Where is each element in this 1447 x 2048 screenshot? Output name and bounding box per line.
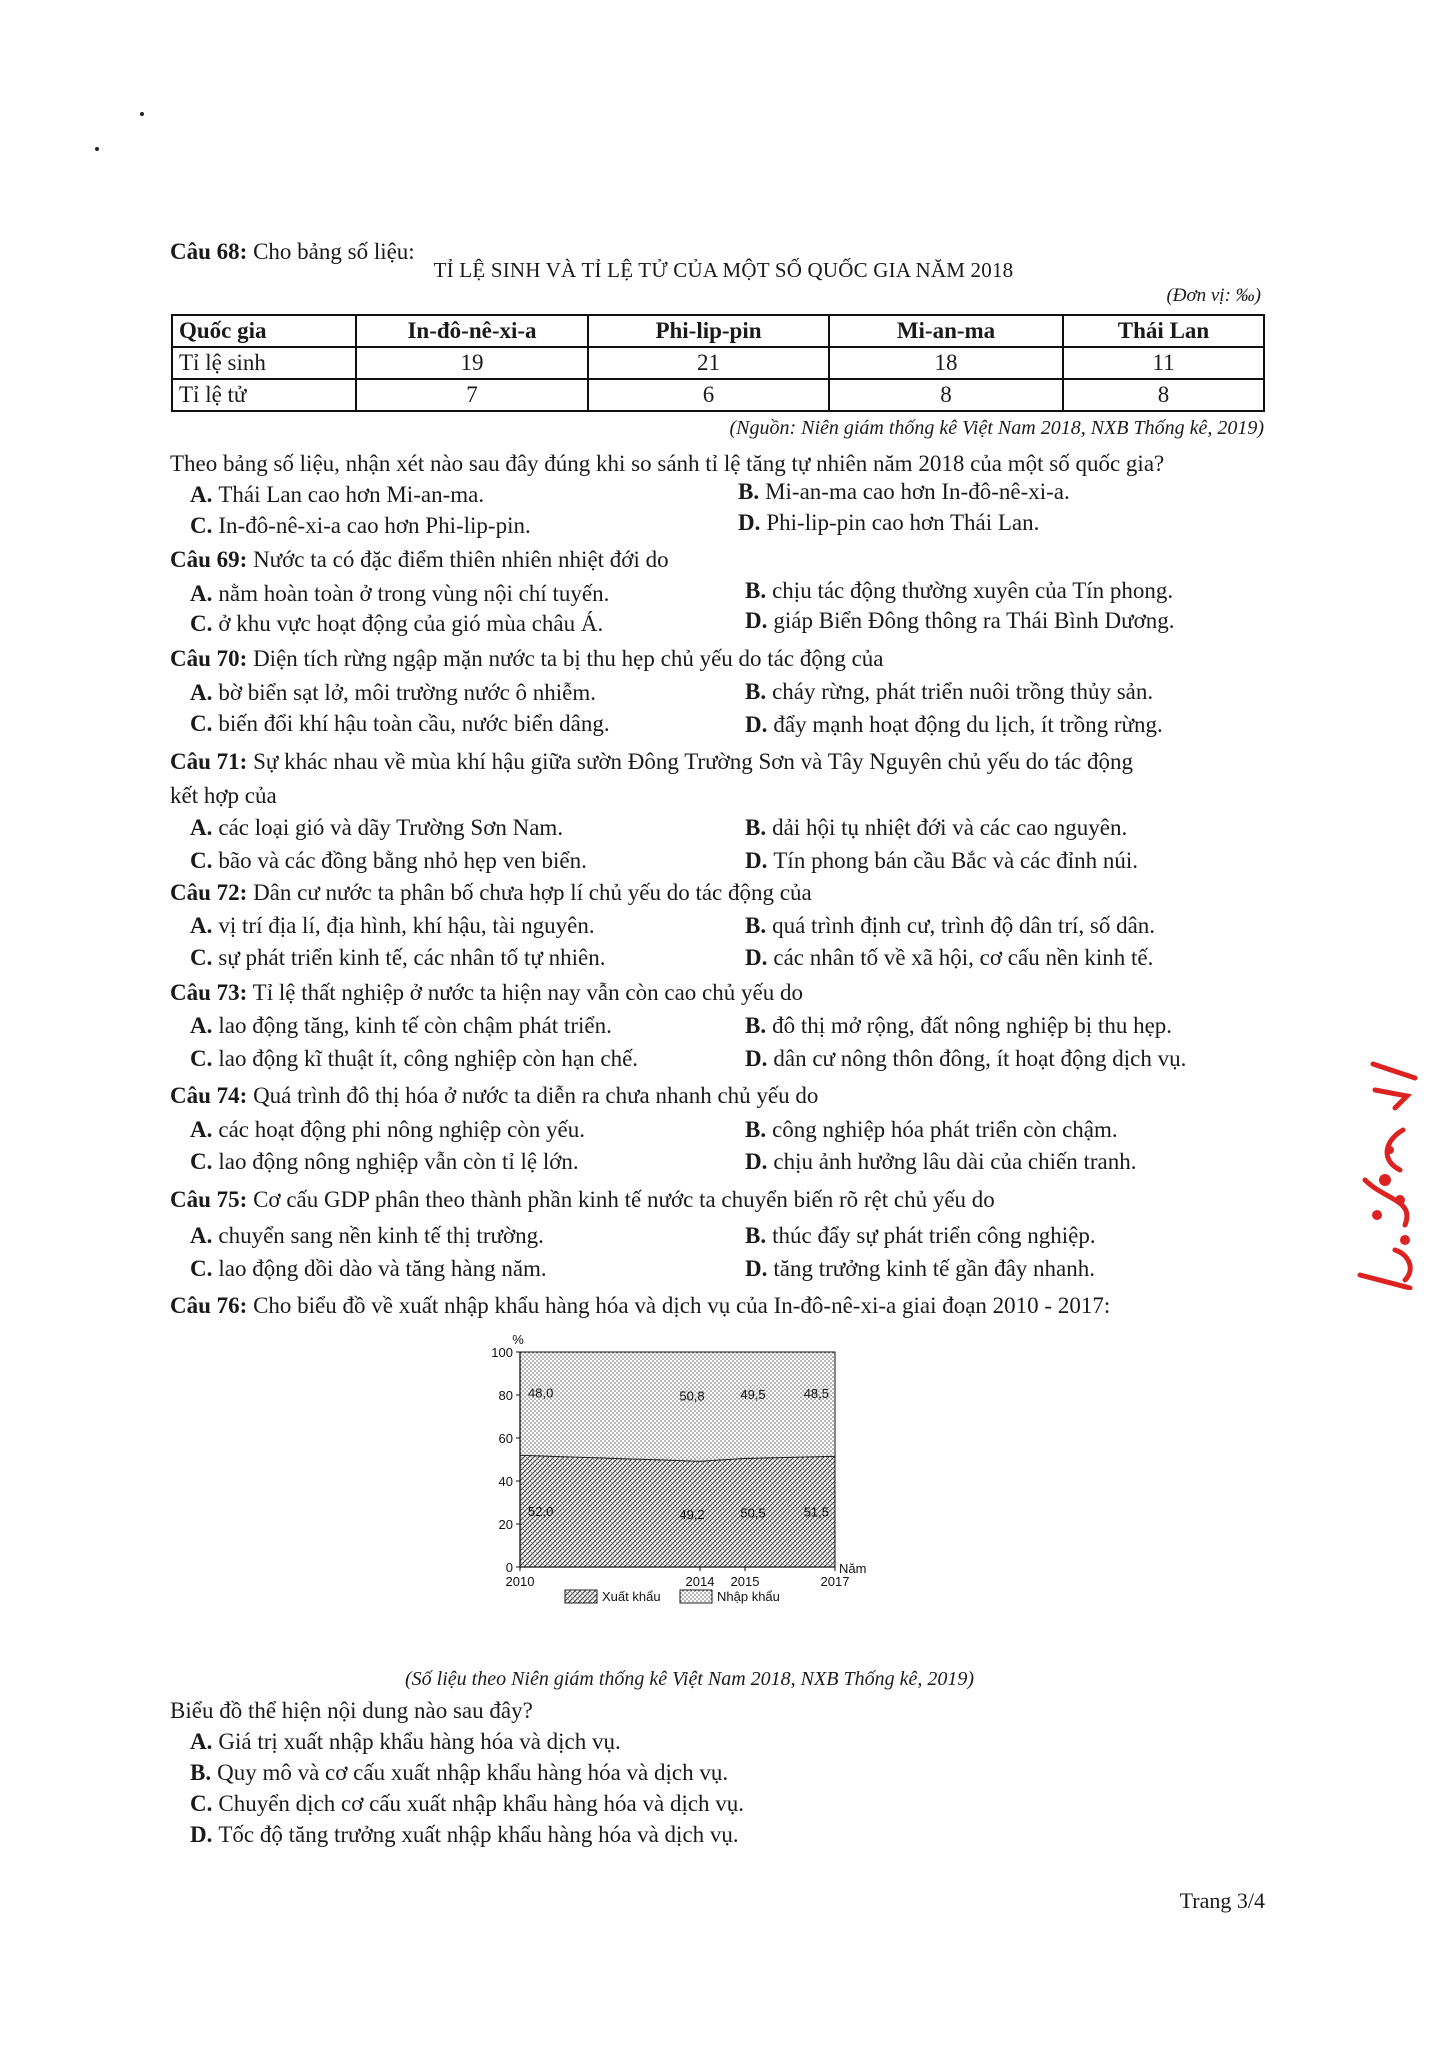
table-row [172, 379, 1264, 411]
option-d: D. Phi-lip-pin cao hơn Thái Lan. [738, 510, 1040, 535]
option-b: B. công nghiệp hóa phát triển còn chậm. [745, 1117, 1118, 1142]
option-b: B. Quy mô và cơ cấu xuất nhập khẩu hàng hóa và dịch vụ. [190, 1760, 729, 1785]
data-label-export: 50,5 [740, 1505, 766, 1521]
option-b: B. thúc đẩy sự phát triển công nghiệp. [745, 1223, 1096, 1248]
table-cell: 21 [588, 347, 829, 379]
data-label-import: 48,5 [803, 1386, 829, 1402]
x-tick-label: 2015 [730, 1574, 760, 1589]
data-table [171, 314, 1265, 412]
option-c: C. lao động nông nghiệp vẫn còn tỉ lệ lớn. [190, 1149, 579, 1174]
header-cell: Mi-an-ma [829, 315, 1063, 347]
option-c: C. bão và các đồng bằng nhỏ hẹp ven biển. [190, 848, 587, 873]
table-title: TỈ LỆ SINH VÀ TỈ LỆ TỬ CỦA MỘT SỐ QUỐC GIA NĂM 2018 [433, 258, 1014, 282]
question-75: Câu 75: Cơ cấu GDP phân theo thành phần kinh tế nước ta chuyển biến rõ rệt chủ yếu do [170, 1187, 995, 1212]
row-label: Tỉ lệ sinh [172, 347, 356, 379]
option-c: C. biến đổi khí hậu toàn cầu, nước biển dâng. [190, 711, 610, 736]
y-tick-label: 0 [505, 1560, 513, 1575]
legend-label-import: Nhập khẩu [717, 1589, 780, 1604]
question-71: Câu 71: Sự khác nhau về mùa khí hậu giữa sườn Đông Trường Sơn và Tây Nguyên chủ yếu do tác động [170, 749, 1134, 774]
table-cell: 8 [829, 379, 1063, 411]
option-d: D. dân cư nông thôn đông, ít hoạt động dịch vụ. [745, 1046, 1187, 1071]
question-text: Cho bảng số liệu: [253, 239, 415, 264]
red-stamp [1355, 1050, 1425, 1290]
option-d: D. chịu ảnh hưởng lâu dài của chiến tranh. [745, 1149, 1137, 1174]
y-tick-label: 40 [498, 1474, 513, 1489]
option-d: D. tăng trưởng kinh tế gần đây nhanh. [745, 1256, 1096, 1281]
header-cell: Quốc gia [172, 315, 356, 347]
option-c: C. Chuyển dịch cơ cấu xuất nhập khẩu hàng hóa và dịch vụ. [190, 1791, 745, 1816]
question-69: Câu 69: Nước ta có đặc điểm thiên nhiên nhiệt đới do [170, 547, 669, 572]
option-d: D. Tốc độ tăng trưởng xuất nhập khẩu hàng hóa và dịch vụ. [190, 1822, 739, 1847]
x-axis-label: Năm [839, 1561, 867, 1576]
y-axis-label: % [512, 1332, 524, 1347]
data-label-import: 50,8 [679, 1388, 705, 1404]
option-d: D. Tín phong bán cầu Bắc và các đỉnh núi. [745, 848, 1139, 873]
x-tick-label: 2017 [820, 1574, 850, 1589]
table-cell: 8 [1063, 379, 1264, 411]
option-b: B. quá trình định cư, trình độ dân trí, số dân. [745, 913, 1156, 938]
option-a: A. các loại gió và dãy Trường Sơn Nam. [190, 815, 564, 840]
option-a: A. Giá trị xuất nhập khẩu hàng hóa và dịch vụ. [190, 1729, 621, 1754]
option-a: A. nằm hoàn toàn ở trong vùng nội chí tuyến. [190, 581, 610, 606]
question-72: Câu 72: Dân cư nước ta phân bố chưa hợp lí chủ yếu do tác động của [170, 880, 812, 905]
table-source: (Nguồn: Niên giám thống kê Việt Nam 2018, NXB Thống kê, 2019) [729, 417, 1264, 439]
header-cell: Phi-lip-pin [588, 315, 829, 347]
y-tick-label: 100 [491, 1345, 513, 1360]
option-a: A. lao động tăng, kinh tế còn chậm phát triển. [190, 1013, 612, 1038]
table-cell: 19 [356, 347, 588, 379]
chart-source: (Số liệu theo Niên giám thống kê Việt Nam 2018, NXB Thống kê, 2019) [405, 1668, 974, 1690]
option-a: A. bờ biển sạt lở, môi trường nước ô nhiễm. [190, 680, 597, 705]
option-a: A. chuyển sang nền kinh tế thị trường. [190, 1223, 544, 1248]
option-d: D. giáp Biển Đông thông ra Thái Bình Dương. [745, 608, 1175, 633]
area-chart [470, 1326, 990, 1661]
option-b: B. cháy rừng, phát triển nuôi trồng thủy sản. [745, 679, 1154, 704]
data-label-export: 52,0 [528, 1504, 554, 1520]
legend-swatch-import [680, 1590, 712, 1603]
option-d: D. các nhân tố về xã hội, cơ cấu nền kinh tế. [745, 945, 1154, 970]
option-c: C. ở khu vực hoạt động của gió mùa châu Á. [190, 611, 604, 636]
question-70: Câu 70: Diện tích rừng ngập mặn nước ta bị thu hẹp chủ yếu do tác động của [170, 646, 884, 671]
table-header-row [172, 315, 1264, 347]
option-c: C. In-đô-nê-xi-a cao hơn Phi-lip-pin. [190, 513, 531, 538]
data-label-import: 48,0 [528, 1385, 554, 1401]
option-c: C. sự phát triển kinh tế, các nhân tố tự nhiên. [190, 945, 606, 970]
data-label-export: 51,5 [803, 1504, 829, 1520]
table-cell: 6 [588, 379, 829, 411]
question-label: Câu 68: [170, 239, 248, 264]
data-label-import: 49,5 [740, 1387, 766, 1403]
x-tick-label: 2014 [685, 1574, 715, 1589]
question-73: Câu 73: Tỉ lệ thất nghiệp ở nước ta hiện nay vẫn còn cao chủ yếu do [170, 980, 803, 1005]
table-row [172, 347, 1264, 379]
option-a: A. các hoạt động phi nông nghiệp còn yếu. [190, 1117, 586, 1142]
option-c: C. lao động kĩ thuật ít, công nghiệp còn hạn chế. [190, 1046, 639, 1071]
scan-dot [140, 112, 144, 116]
scan-dot [95, 147, 99, 151]
option-b: B. chịu tác động thường xuyên của Tín phong. [745, 578, 1174, 603]
y-tick-label: 60 [498, 1431, 513, 1446]
row-label: Tỉ lệ tử [172, 379, 356, 411]
y-tick-label: 20 [498, 1517, 513, 1532]
table-unit: (Đơn vị: ‰) [1166, 285, 1261, 306]
question-71-cont: kết hợp của [170, 783, 277, 808]
table-cell: 18 [829, 347, 1063, 379]
option-d: D. đẩy mạnh hoạt động du lịch, ít trồng rừng. [745, 712, 1163, 737]
table-cell: 11 [1063, 347, 1264, 379]
question-68-stem: Theo bảng số liệu, nhận xét nào sau đây đúng khi so sánh tỉ lệ tăng tự nhiên năm 2018 của một số quốc gia? [170, 451, 1165, 476]
option-a: A. vị trí địa lí, địa hình, khí hậu, tài nguyên. [190, 913, 595, 938]
x-tick-label: 2010 [505, 1574, 535, 1589]
data-label-export: 49,2 [679, 1507, 705, 1523]
legend-swatch-export [565, 1590, 597, 1603]
import-area [520, 1352, 835, 1461]
option-a: A. Thái Lan cao hơn Mi-an-ma. [190, 482, 485, 507]
header-cell: Thái Lan [1063, 315, 1264, 347]
question-76-stem: Biểu đồ thể hiện nội dung nào sau đây? [170, 1698, 533, 1723]
header-cell: In-đô-nê-xi-a [356, 315, 588, 347]
y-tick-label: 80 [498, 1388, 513, 1403]
question-76: Câu 76: Cho biểu đồ về xuất nhập khẩu hàng hóa và dịch vụ của In-đô-nê-xi-a giai đoạn 2010 - 2017: [170, 1293, 1111, 1318]
option-b: B. dải hội tụ nhiệt đới và các cao nguyên. [745, 815, 1128, 840]
legend-label-export: Xuất khẩu [602, 1589, 661, 1604]
question-74: Câu 74: Quá trình đô thị hóa ở nước ta diễn ra chưa nhanh chủ yếu do [170, 1083, 819, 1108]
page-number: Trang 3/4 [1179, 1888, 1265, 1913]
option-b: B. đô thị mở rộng, đất nông nghiệp bị thu hẹp. [745, 1013, 1173, 1038]
option-b: B. Mi-an-ma cao hơn In-đô-nê-xi-a. [738, 479, 1070, 504]
export-area [520, 1455, 835, 1567]
table-cell: 7 [356, 379, 588, 411]
option-c: C. lao động dồi dào và tăng hàng năm. [190, 1256, 547, 1281]
